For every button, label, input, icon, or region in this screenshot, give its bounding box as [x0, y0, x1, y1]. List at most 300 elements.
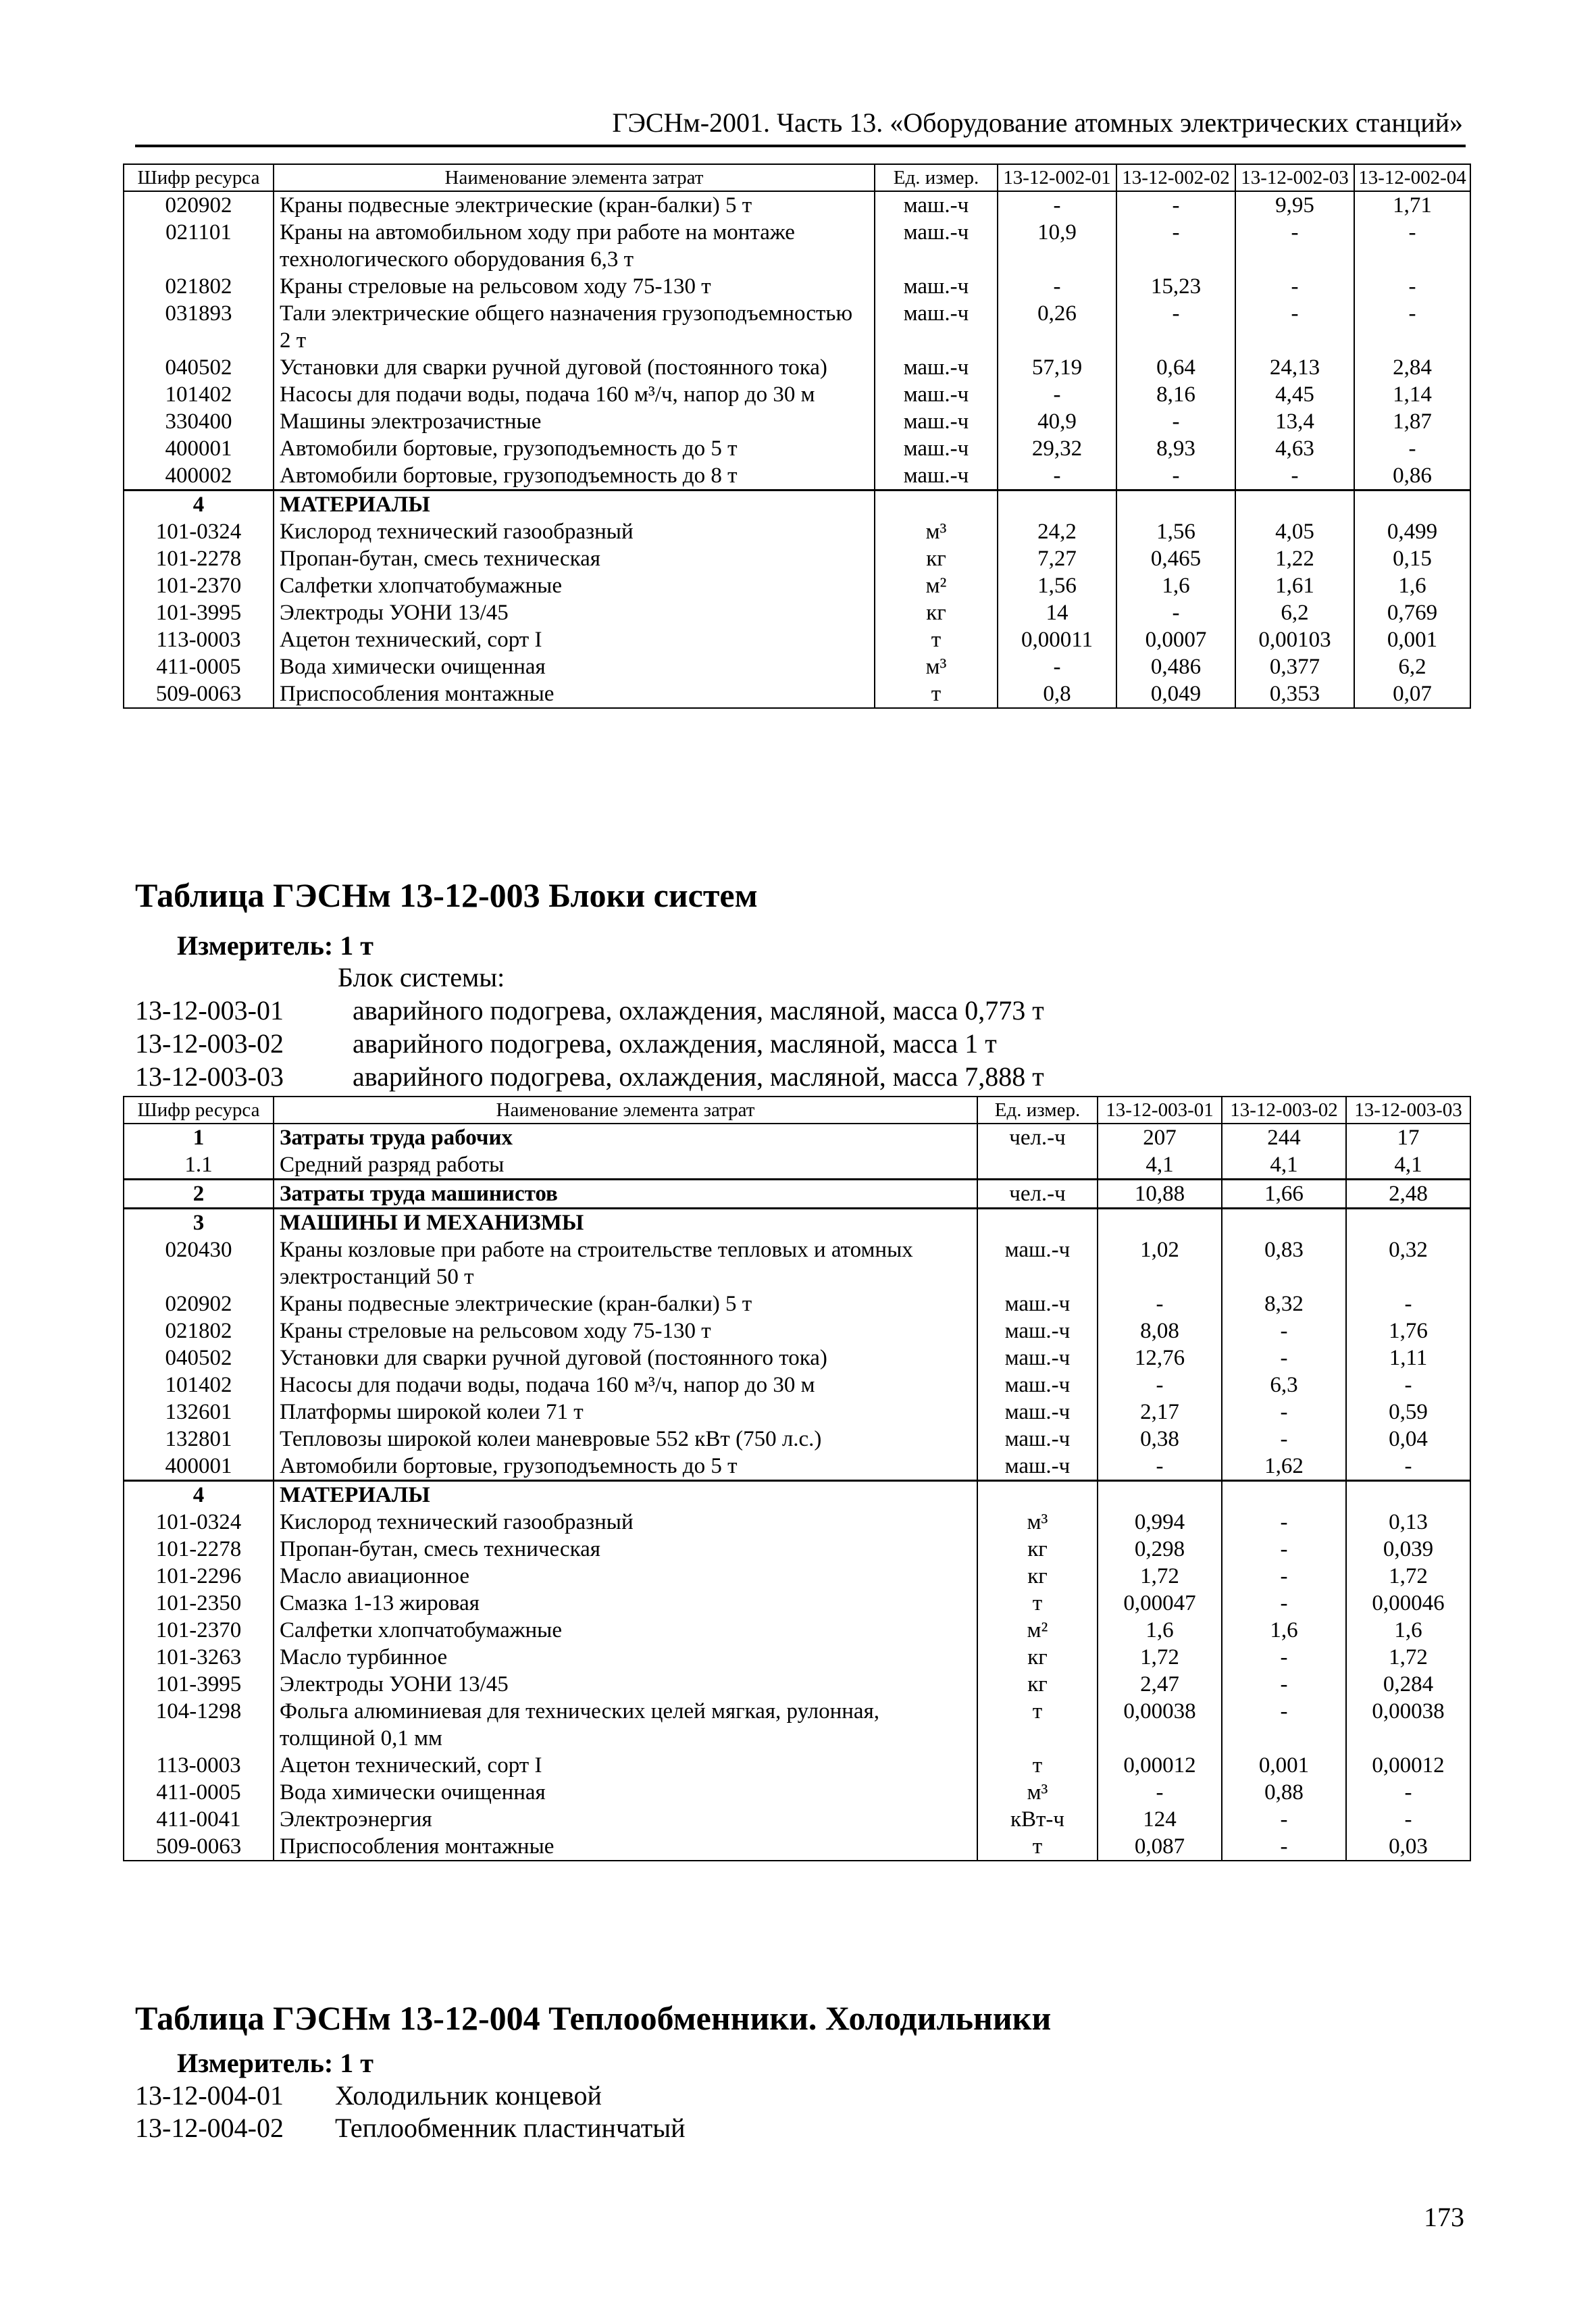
- row-code: 040502: [124, 354, 274, 381]
- row-code: 020430: [124, 1236, 274, 1290]
- row-value-3: 0,377: [1235, 653, 1354, 680]
- row-code: 101-2296: [124, 1563, 274, 1590]
- row-value-3: -: [1346, 1290, 1470, 1317]
- row-unit: м³: [977, 1779, 1098, 1806]
- row-value-3: 0,00038: [1346, 1698, 1470, 1752]
- measure-13-12-003: Измеритель: 1 т: [177, 930, 374, 961]
- table-row: [124, 354, 1470, 381]
- row-value-1: 1,02: [1098, 1236, 1222, 1290]
- table-row: [124, 1290, 1470, 1317]
- row-name: Приспособления монтажные: [274, 1833, 977, 1861]
- row-name: Масло авиационное: [274, 1563, 977, 1590]
- table-row: [124, 1563, 1470, 1590]
- row-value-2: 0,486: [1116, 653, 1235, 680]
- row-unit: м³: [977, 1509, 1098, 1536]
- row-name: Краны стреловые на рельсовом ходу 75-130 т: [274, 273, 875, 300]
- row-value-2: -: [1116, 191, 1235, 219]
- row-code: 101-2278: [124, 1536, 274, 1563]
- row-unit: чел.-ч: [977, 1180, 1098, 1209]
- row-value-2: -: [1116, 219, 1235, 273]
- table-header-row: [124, 1097, 1470, 1124]
- row-unit: т: [977, 1698, 1098, 1752]
- table-row: [124, 1671, 1470, 1698]
- row-value-1: 207: [1098, 1124, 1222, 1151]
- item-code: 13-12-003-03: [135, 1061, 284, 1092]
- row-value-1: 12,76: [1098, 1344, 1222, 1372]
- row-value-2: -: [1222, 1509, 1346, 1536]
- row-value-1: 57,19: [998, 354, 1116, 381]
- row-code: 101-2278: [124, 545, 274, 572]
- row-unit: маш.-ч: [977, 1317, 1098, 1344]
- row-name: Салфетки хлопчатобумажные: [274, 1617, 977, 1644]
- row-name: Автомобили бортовые, грузоподъемность до 5 т: [274, 1453, 977, 1481]
- row-value-3: 9,95: [1235, 191, 1354, 219]
- item-code: 13-12-003-01: [135, 995, 284, 1026]
- row-value-1: 0,8: [998, 680, 1116, 708]
- col-header-v3: 13-12-003-03: [1346, 1097, 1470, 1124]
- table-row: [124, 1590, 1470, 1617]
- row-value-2: 6,3: [1222, 1372, 1346, 1399]
- row-code: 132601: [124, 1399, 274, 1426]
- row-value-1: 0,298: [1098, 1536, 1222, 1563]
- row-value-2: 0,83: [1222, 1236, 1346, 1290]
- row-unit: маш.-ч: [875, 408, 998, 435]
- row-name: Тепловозы широкой колеи маневровые 552 кВт (750 л.с.): [274, 1426, 977, 1453]
- table-row: [124, 381, 1470, 408]
- row-value-2: -: [1116, 408, 1235, 435]
- row-code: 101-0324: [124, 518, 274, 545]
- row-value-3: -: [1346, 1806, 1470, 1833]
- row-code: 104-1298: [124, 1698, 274, 1752]
- list-item: [135, 1061, 1044, 1092]
- row-name: Салфетки хлопчатобумажные: [274, 572, 875, 599]
- row-value-3: [1346, 1481, 1470, 1509]
- row-value-2: 1,66: [1222, 1180, 1346, 1209]
- row-name: Смазка 1-13 жировая: [274, 1590, 977, 1617]
- row-value-2: 15,23: [1116, 273, 1235, 300]
- row-code: 411-0005: [124, 1779, 274, 1806]
- row-unit: м²: [977, 1617, 1098, 1644]
- row-value-3: 4,63: [1235, 435, 1354, 462]
- row-value-1: 0,994: [1098, 1509, 1222, 1536]
- row-value-4: 0,15: [1354, 545, 1470, 572]
- row-value-3: 1,72: [1346, 1644, 1470, 1671]
- row-name: Затраты труда рабочих: [274, 1124, 977, 1151]
- row-value-2: -: [1222, 1399, 1346, 1426]
- item-text: аварийного подогрева, охлаждения, масляной, масса 7,888 т: [353, 1061, 1044, 1092]
- row-value-1: 0,26: [998, 300, 1116, 354]
- table-row: [124, 191, 1470, 219]
- table-13-12-002: [123, 164, 1471, 709]
- row-name: Вода химически очищенная: [274, 653, 875, 680]
- row-value-3: [1235, 491, 1354, 519]
- row-value-1: 10,9: [998, 219, 1116, 273]
- row-value-4: 0,769: [1354, 599, 1470, 626]
- row-unit: [977, 1481, 1098, 1509]
- row-value-2: [1222, 1209, 1346, 1237]
- row-code: 330400: [124, 408, 274, 435]
- row-value-2: [1116, 491, 1235, 519]
- row-value-1: 2,17: [1098, 1399, 1222, 1426]
- row-value-3: 1,6: [1346, 1617, 1470, 1644]
- row-code: 040502: [124, 1344, 274, 1372]
- row-name: Электроды УОНИ 13/45: [274, 599, 875, 626]
- row-value-2: -: [1222, 1806, 1346, 1833]
- item-code: 13-12-003-02: [135, 1028, 284, 1059]
- row-value-2: -: [1222, 1426, 1346, 1453]
- row-value-3: -: [1346, 1453, 1470, 1481]
- row-name: Ацетон технический, сорт I: [274, 1752, 977, 1779]
- item-text: Холодильник концевой: [335, 2080, 602, 2111]
- row-name: Машины электрозачистные: [274, 408, 875, 435]
- row-value-2: 8,32: [1222, 1290, 1346, 1317]
- row-value-1: 1,56: [998, 572, 1116, 599]
- table-row: [124, 1317, 1470, 1344]
- row-value-4: -: [1354, 300, 1470, 354]
- row-value-4: 6,2: [1354, 653, 1470, 680]
- row-value-3: 2,48: [1346, 1180, 1470, 1209]
- table-row: [124, 1536, 1470, 1563]
- running-header: [135, 107, 1466, 147]
- row-unit: маш.-ч: [977, 1236, 1098, 1290]
- row-code: 101-3995: [124, 599, 274, 626]
- item-text: Теплообменник пластинчатый: [335, 2113, 686, 2143]
- row-value-3: -: [1235, 462, 1354, 491]
- row-value-3: -: [1235, 300, 1354, 354]
- row-value-4: 0,86: [1354, 462, 1470, 491]
- table-row: [124, 1180, 1470, 1209]
- row-name: Краны подвесные электрические (кран-балки) 5 т: [274, 1290, 977, 1317]
- row-value-2: -: [1116, 599, 1235, 626]
- measure-13-12-004: Измеритель: 1 т: [177, 2048, 374, 2078]
- col-header-name: Наименование элемента затрат: [274, 1097, 977, 1124]
- table-row: [124, 1644, 1470, 1671]
- table-row: [124, 491, 1470, 519]
- row-unit: маш.-ч: [977, 1344, 1098, 1372]
- row-value-2: 8,16: [1116, 381, 1235, 408]
- row-unit: маш.-ч: [875, 462, 998, 491]
- row-unit: м²: [875, 572, 998, 599]
- table-row: [124, 1509, 1470, 1536]
- table-row: [124, 653, 1470, 680]
- table-header-row: [124, 164, 1470, 191]
- row-unit: [977, 1151, 1098, 1180]
- list-item: [135, 2112, 685, 2144]
- row-unit: кВт-ч: [977, 1806, 1098, 1833]
- row-name: Приспособления монтажные: [274, 680, 875, 708]
- table-row: [124, 1372, 1470, 1399]
- table-row: [124, 1151, 1470, 1180]
- row-value-1: 0,087: [1098, 1833, 1222, 1861]
- row-unit: кг: [875, 545, 998, 572]
- row-value-2: 1,6: [1222, 1617, 1346, 1644]
- col-header-v4: 13-12-002-04: [1354, 164, 1470, 191]
- row-value-2: 0,001: [1222, 1752, 1346, 1779]
- row-value-4: 1,6: [1354, 572, 1470, 599]
- row-code: 101-3263: [124, 1644, 274, 1671]
- table-row: [124, 1806, 1470, 1833]
- row-value-1: 0,38: [1098, 1426, 1222, 1453]
- row-code: 113-0003: [124, 1752, 274, 1779]
- row-name: Краны на автомобильном ходу при работе на монтаже технологического оборудования 6,3 т: [274, 219, 875, 273]
- row-code: 021802: [124, 273, 274, 300]
- block-subtitle: Блок системы:: [338, 962, 505, 992]
- row-value-3: 0,00012: [1346, 1752, 1470, 1779]
- col-header-v2: 13-12-003-02: [1222, 1097, 1346, 1124]
- col-header-v1: 13-12-003-01: [1098, 1097, 1222, 1124]
- row-name: Платформы широкой колеи 71 т: [274, 1399, 977, 1426]
- row-value-2: 1,6: [1116, 572, 1235, 599]
- row-name: Насосы для подачи воды, подача 160 м³/ч, напор до 30 м: [274, 381, 875, 408]
- row-unit: маш.-ч: [875, 354, 998, 381]
- row-value-3: 4,1: [1346, 1151, 1470, 1180]
- row-value-1: -: [1098, 1290, 1222, 1317]
- row-code: 101402: [124, 1372, 274, 1399]
- row-value-4: 1,14: [1354, 381, 1470, 408]
- row-value-1: -: [998, 191, 1116, 219]
- page-number: 173: [1424, 2202, 1464, 2232]
- table-13-12-003: [123, 1096, 1471, 1861]
- row-value-3: 1,72: [1346, 1563, 1470, 1590]
- table-row: [124, 1481, 1470, 1509]
- row-code: 132801: [124, 1426, 274, 1453]
- row-value-1: -: [1098, 1453, 1222, 1481]
- row-name: Автомобили бортовые, грузоподъемность до 5 т: [274, 435, 875, 462]
- table-row: [124, 462, 1470, 491]
- row-value-2: 244: [1222, 1124, 1346, 1151]
- row-value-3: 1,11: [1346, 1344, 1470, 1372]
- row-name: Кислород технический газообразный: [274, 1509, 977, 1536]
- row-code: 3: [124, 1209, 274, 1237]
- col-header-unit: Ед. измер.: [977, 1097, 1098, 1124]
- row-value-3: 0,32: [1346, 1236, 1470, 1290]
- row-value-1: -: [1098, 1372, 1222, 1399]
- table-row: [124, 1124, 1470, 1151]
- col-header-v1: 13-12-002-01: [998, 164, 1116, 191]
- row-value-3: 4,05: [1235, 518, 1354, 545]
- row-unit: кг: [977, 1536, 1098, 1563]
- table-row: [124, 680, 1470, 708]
- row-value-1: -: [1098, 1779, 1222, 1806]
- row-value-4: 1,87: [1354, 408, 1470, 435]
- row-value-2: -: [1222, 1536, 1346, 1563]
- row-value-2: -: [1222, 1317, 1346, 1344]
- row-code: 400002: [124, 462, 274, 491]
- table-row: [124, 545, 1470, 572]
- table-row: [124, 273, 1470, 300]
- row-unit: кг: [875, 599, 998, 626]
- list-item: [135, 2080, 602, 2111]
- row-code: 101-2350: [124, 1590, 274, 1617]
- row-code: 400001: [124, 435, 274, 462]
- row-name: Тали электрические общего назначения грузоподъемностью 2 т: [274, 300, 875, 354]
- row-code: 031893: [124, 300, 274, 354]
- table-row: [124, 1698, 1470, 1752]
- row-value-1: -: [998, 653, 1116, 680]
- row-value-3: -: [1346, 1779, 1470, 1806]
- list-item: [135, 1028, 997, 1059]
- row-name: Насосы для подачи воды, подача 160 м³/ч, напор до 30 м: [274, 1372, 977, 1399]
- row-unit: маш.-ч: [875, 273, 998, 300]
- table-row: [124, 1344, 1470, 1372]
- row-name: Пропан-бутан, смесь техническая: [274, 545, 875, 572]
- row-value-4: [1354, 491, 1470, 519]
- row-code: 4: [124, 491, 274, 519]
- row-code: 113-0003: [124, 626, 274, 653]
- table-row: [124, 1833, 1470, 1861]
- row-value-1: -: [998, 462, 1116, 491]
- row-value-1: 14: [998, 599, 1116, 626]
- row-code: 2: [124, 1180, 274, 1209]
- row-value-2: -: [1222, 1833, 1346, 1861]
- row-value-2: 0,88: [1222, 1779, 1346, 1806]
- table-row: [124, 1779, 1470, 1806]
- row-name: МАТЕРИАЛЫ: [274, 1481, 977, 1509]
- row-unit: т: [977, 1833, 1098, 1861]
- row-value-1: 1,6: [1098, 1617, 1222, 1644]
- row-value-1: 40,9: [998, 408, 1116, 435]
- item-code: 13-12-004-01: [135, 2080, 284, 2111]
- row-code: 101-2370: [124, 572, 274, 599]
- row-value-1: 10,88: [1098, 1180, 1222, 1209]
- row-unit: маш.-ч: [875, 191, 998, 219]
- table-row: [124, 1453, 1470, 1481]
- row-value-1: 29,32: [998, 435, 1116, 462]
- row-code: 400001: [124, 1453, 274, 1481]
- row-unit: маш.-ч: [875, 381, 998, 408]
- row-name: Электроэнергия: [274, 1806, 977, 1833]
- row-name: Фольга алюминиевая для технических целей мягкая, рулонная, толщиной 0,1 мм: [274, 1698, 977, 1752]
- row-value-1: 4,1: [1098, 1151, 1222, 1180]
- row-value-3: 0,59: [1346, 1399, 1470, 1426]
- row-value-4: 1,71: [1354, 191, 1470, 219]
- row-code: 021101: [124, 219, 274, 273]
- section-title-13-12-003: Таблица ГЭСНм 13-12-003 Блоки систем: [135, 876, 758, 914]
- row-name: Установки для сварки ручной дуговой (постоянного тока): [274, 354, 875, 381]
- row-value-4: 0,07: [1354, 680, 1470, 708]
- row-value-3: 1,61: [1235, 572, 1354, 599]
- row-name: Масло турбинное: [274, 1644, 977, 1671]
- row-value-2: 0,465: [1116, 545, 1235, 572]
- row-value-1: 1,72: [1098, 1644, 1222, 1671]
- row-value-2: [1222, 1481, 1346, 1509]
- row-code: 101-0324: [124, 1509, 274, 1536]
- row-unit: маш.-ч: [977, 1290, 1098, 1317]
- row-value-4: 0,499: [1354, 518, 1470, 545]
- row-value-1: -: [998, 273, 1116, 300]
- row-unit: [977, 1209, 1098, 1237]
- table-row: [124, 219, 1470, 273]
- row-value-3: 6,2: [1235, 599, 1354, 626]
- row-unit: кг: [977, 1671, 1098, 1698]
- row-code: 101402: [124, 381, 274, 408]
- row-value-1: 2,47: [1098, 1671, 1222, 1698]
- row-unit: т: [875, 680, 998, 708]
- row-value-1: 24,2: [998, 518, 1116, 545]
- row-value-4: -: [1354, 435, 1470, 462]
- row-unit: кг: [977, 1563, 1098, 1590]
- row-unit: маш.-ч: [977, 1399, 1098, 1426]
- item-code: 13-12-004-02: [135, 2113, 284, 2143]
- row-value-1: 7,27: [998, 545, 1116, 572]
- row-code: 509-0063: [124, 1833, 274, 1861]
- table-row: [124, 435, 1470, 462]
- row-unit: т: [875, 626, 998, 653]
- row-unit: чел.-ч: [977, 1124, 1098, 1151]
- row-code: 021802: [124, 1317, 274, 1344]
- row-value-1: [1098, 1209, 1222, 1237]
- row-name: Краны подвесные электрические (кран-балки) 5 т: [274, 191, 875, 219]
- row-value-3: -: [1235, 219, 1354, 273]
- section-title-13-12-004: Таблица ГЭСНм 13-12-004 Теплообменники. Холодильники: [135, 1999, 1052, 2037]
- row-name: Краны стреловые на рельсовом ходу 75-130 т: [274, 1317, 977, 1344]
- row-name: Кислород технический газообразный: [274, 518, 875, 545]
- table-row: [124, 1399, 1470, 1426]
- row-value-1: 0,00011: [998, 626, 1116, 653]
- row-value-3: 1,22: [1235, 545, 1354, 572]
- row-value-1: -: [998, 381, 1116, 408]
- row-value-2: -: [1222, 1698, 1346, 1752]
- row-value-3: 0,13: [1346, 1509, 1470, 1536]
- list-item: [135, 995, 1044, 1026]
- row-value-1: 0,00012: [1098, 1752, 1222, 1779]
- row-code: 020902: [124, 1290, 274, 1317]
- row-value-2: 0,64: [1116, 354, 1235, 381]
- row-unit: маш.-ч: [875, 219, 998, 273]
- row-value-4: -: [1354, 273, 1470, 300]
- row-value-2: 0,049: [1116, 680, 1235, 708]
- row-name: Затраты труда машинистов: [274, 1180, 977, 1209]
- row-name: Установки для сварки ручной дуговой (постоянного тока): [274, 1344, 977, 1372]
- row-value-3: 0,03: [1346, 1833, 1470, 1861]
- row-name: Электроды УОНИ 13/45: [274, 1671, 977, 1698]
- row-name: МАТЕРИАЛЫ: [274, 491, 875, 519]
- row-value-3: 0,353: [1235, 680, 1354, 708]
- row-unit: маш.-ч: [977, 1426, 1098, 1453]
- row-value-3: 4,45: [1235, 381, 1354, 408]
- row-code: 020902: [124, 191, 274, 219]
- row-value-3: 0,039: [1346, 1536, 1470, 1563]
- row-value-3: -: [1346, 1372, 1470, 1399]
- col-header-v3: 13-12-002-03: [1235, 164, 1354, 191]
- row-name: Вода химически очищенная: [274, 1779, 977, 1806]
- row-value-2: -: [1222, 1563, 1346, 1590]
- row-unit: т: [977, 1590, 1098, 1617]
- row-value-3: 0,04: [1346, 1426, 1470, 1453]
- row-name: Краны козловые при работе на строительстве тепловых и атомных электростанций 50 т: [274, 1236, 977, 1290]
- row-code: 101-2370: [124, 1617, 274, 1644]
- row-unit: маш.-ч: [977, 1453, 1098, 1481]
- row-code: 1: [124, 1124, 274, 1151]
- row-code: 101-3995: [124, 1671, 274, 1698]
- row-value-4: 0,001: [1354, 626, 1470, 653]
- row-name: Автомобили бортовые, грузоподъемность до 8 т: [274, 462, 875, 491]
- row-code: 411-0005: [124, 653, 274, 680]
- col-header-name: Наименование элемента затрат: [274, 164, 875, 191]
- row-name: Средний разряд работы: [274, 1151, 977, 1180]
- row-code: 509-0063: [124, 680, 274, 708]
- table-row: [124, 599, 1470, 626]
- row-unit: [875, 491, 998, 519]
- row-value-2: 1,62: [1222, 1453, 1346, 1481]
- row-value-1: 8,08: [1098, 1317, 1222, 1344]
- row-value-1: 1,72: [1098, 1563, 1222, 1590]
- row-value-3: [1346, 1209, 1470, 1237]
- table-row: [124, 1209, 1470, 1237]
- row-value-3: 13,4: [1235, 408, 1354, 435]
- table-row: [124, 300, 1470, 354]
- row-name: МАШИНЫ И МЕХАНИЗМЫ: [274, 1209, 977, 1237]
